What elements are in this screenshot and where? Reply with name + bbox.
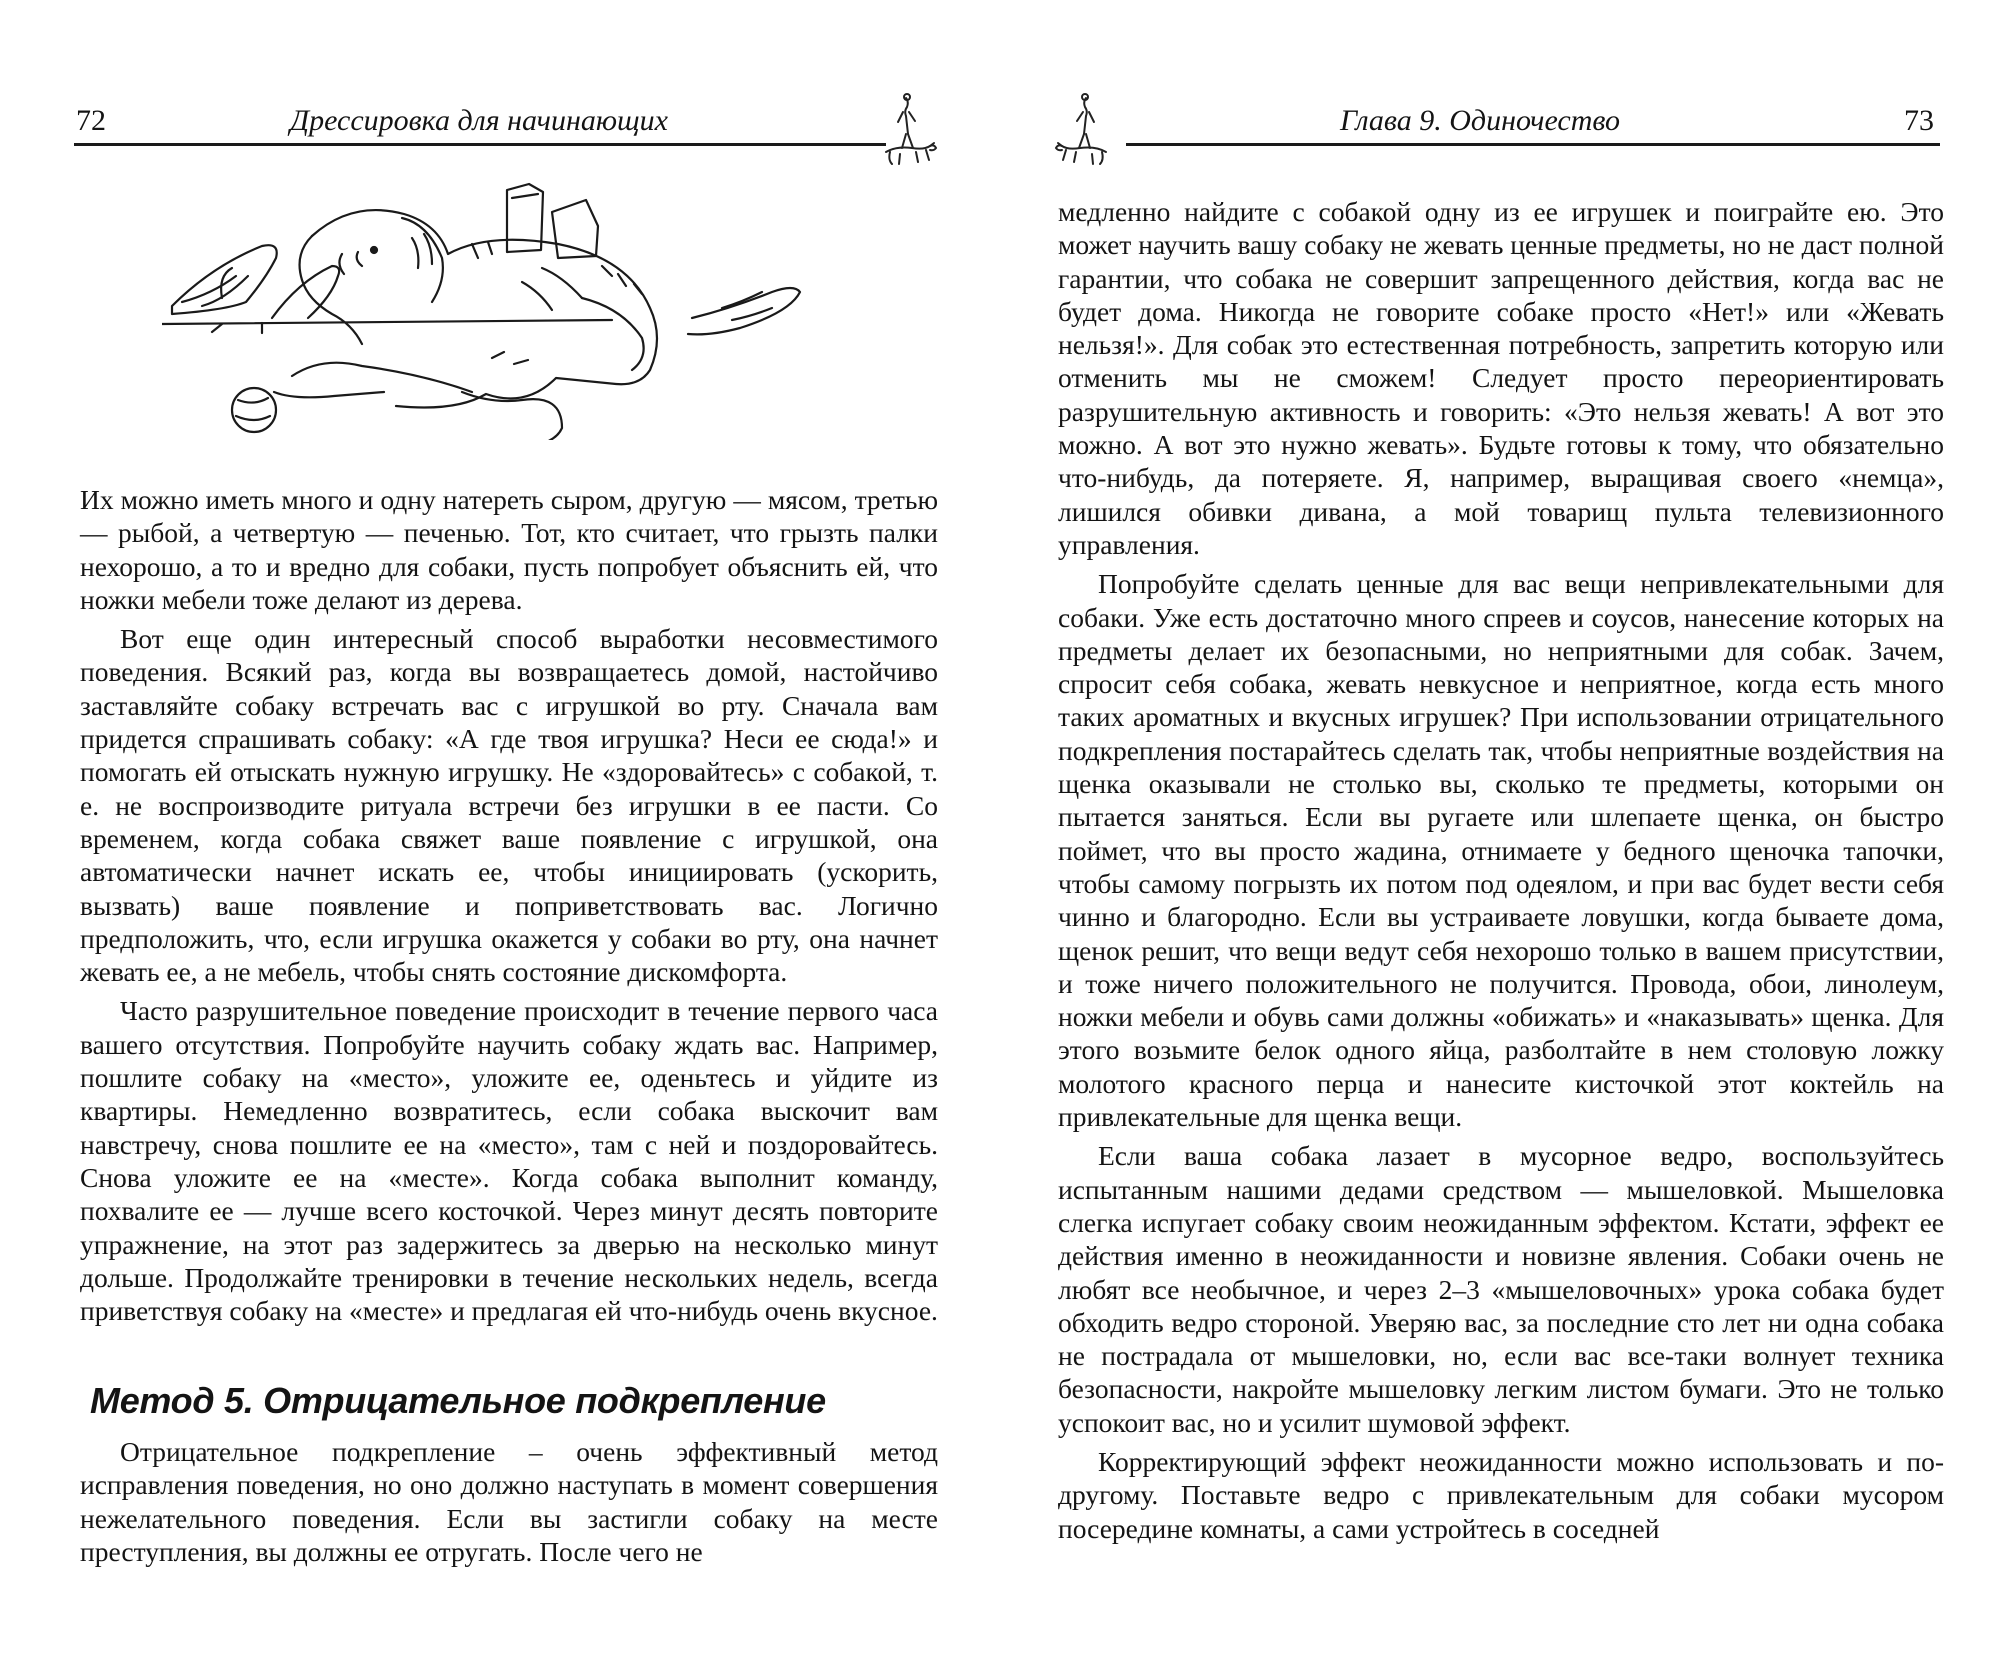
- running-head: Глава 9. Одиночество: [1340, 104, 1621, 137]
- paragraph: Часто разрушительное поведение происходит в течение первого часа вашего отсутствия. Попробуйте научить собаку ждать вас. Например, пошлите собаку на «место», уложите ее, оденьтесь и уйдите из квартиры. Немедленно возвратитесь, если собака выскочит вам навстречу, снова пошлите ее на «место», там с ней и поздоровайтесь. Снова уложите ее на «месте». Когда собака выполнит команду, похвалите ее — лучше всего косточкой. Через минут десять повторите упражнение, на этот раз задержитесь за дверью на несколько минут дольше. Продолжайте тренировки в течение нескольких недель, всегда приветствуя собаку на «месте» и предлагая ей что-нибудь очень вкусное.: [80, 995, 938, 1327]
- running-head: Дрессировка для начинающих: [290, 104, 668, 137]
- section-heading: Метод 5. Отрицательное подкрепление: [90, 1380, 826, 1421]
- header-rule: [1126, 143, 1940, 146]
- header-rule: [74, 143, 886, 146]
- left-text-top: [80, 483, 938, 1327]
- paragraph: Если ваша собака лазает в мусорное ведро, воспользуйтесь испытанным нашими дедами средством — мышеловкой. Мышеловка слегка испугает собаку своим неожиданным эффектом. Кстати, эффект ее действия именно в неожиданности и новизне явления. Собаки очень не любят все необычное, и через 2–3 «мышеловочных» урока собака будет обходить ведро стороной. Уверяю вас, за последние сто лет ни одна собака не пострадала от мышеловки, но, если вас все-таки волнует техника безопасности, накройте мышеловку легким листом бумаги. Это не только успокоит вас, но и усилит шумовой эффект.: [1058, 1140, 1944, 1438]
- page-number: 72: [76, 104, 106, 137]
- paragraph: медленно найдите с собакой одну из ее игрушек и поиграйте ею. Это может научить вашу собаку не жевать ценные предметы, но не даст полной гарантии, что собака не совершит запрещенного действия, когда вас не будет дома. Никогда не говорите собаке просто «Нет!» или «Жевать нельзя!». Для собак это естественная потребность, запретить которую или отменить мы не сможем! Следует просто переориентировать разрушительную активность и говорить: «Это нельзя жевать! А вот это можно. А вот это нужно жевать». Будьте готовы к тому, что обязательно что-нибудь, да потеряете. Я, например, выращивая своего «немца», лишился обивки дивана, а мой товарищ пульта телевизионного управления.: [1058, 196, 1944, 560]
- dog-with-shoes-illustration-icon: [162, 178, 802, 440]
- paragraph: Отрицательное подкрепление – очень эффективный метод исправления поведения, но оно должно наступать в момент совершения нежелательного поведения. Если вы застигли собаку на месте преступления, вы должны ее отругать. После чего не: [80, 1436, 938, 1567]
- right-text: [1058, 195, 1944, 1545]
- dog-ornament-icon: [876, 92, 940, 170]
- paragraph: Корректирующий эффект неожиданности можно использовать и по-другому. Поставьте ведро с привлекательным для собаки мусором посередине комнаты, а сами устройтесь в соседней: [1058, 1445, 1944, 1544]
- page-number: 73: [1904, 104, 1934, 137]
- right-page: [1000, 0, 2000, 1665]
- left-text-bottom: [80, 1435, 938, 1568]
- paragraph: Их можно иметь много и одну натереть сыром, другую — мясом, третью — рыбой, а четвертую — печенью. Тот, кто считает, что грызть палки нехорошо, а то и вредно для собаки, пусть попробует объяснить ей, что ножки мебели тоже делают из дерева.: [80, 484, 938, 615]
- paragraph: Попробуйте сделать ценные для вас вещи непривлекательными для собаки. Уже есть достаточно много спреев и соусов, нанесение которых на предметы делает их безопасными, но неприятными для собак. Зачем, спросит себя собака, жевать невкусное и неприятное, когда есть много таких ароматных и вкусных игрушек? При использовании отрицательного подкрепления постарайтесь сделать так, чтобы неприятные воздействия на щенка оказывали не столько вы, сколько те предметы, которыми он пытается заняться. Если вы ругаете или шлепаете щенка, он быстро поймет, что вы просто жадина, отнимаете у бедного щеночка тапочки, чтобы самому погрызть их потом под одеялом, и при вас будет вести себя чинно и благородно. Если вы устраиваете ловушки, когда бываете дома, щенок решит, что вещи ведут себя нехорошо только в вашем присутствии, и тоже ничего положительного не получится. Провода, обои, линолеум, ножки мебели и обувь сами должны «обижать» и «наказывать» щенка. Для этого возьмите белок одного яйца, разболтайте в нем столовую ложку молотого красного перца и нанесите кисточкой этот коктейль на привлекательные для щенка вещи.: [1058, 568, 1944, 1133]
- dog-ornament-icon: [1052, 92, 1116, 170]
- paragraph: Вот еще один интересный способ выработки несовместимого поведения. Всякий раз, когда вы возвращаетесь домой, настойчиво заставляйте собаку встречать вас с игрушкой во рту. Сначала вам придется спрашивать собаку: «А где твоя игрушка? Неси ее сюда!» и помогать ей отыскать нужную игрушку. Не «здоровайтесь» с собакой, т. е. не воспроизводите ритуала встречи без игрушки в ее пасти. Со временем, когда собака свяжет ваше появление с игрушкой, она автоматически начнет искать ее, чтобы инициировать (ускорить, вызвать) ваше появление и поприветствовать вас. Логично предположить, что, если игрушка окажется у собаки во рту, она начнет жевать ее, а не мебель, чтобы снять состояние дискомфорта.: [80, 623, 938, 988]
